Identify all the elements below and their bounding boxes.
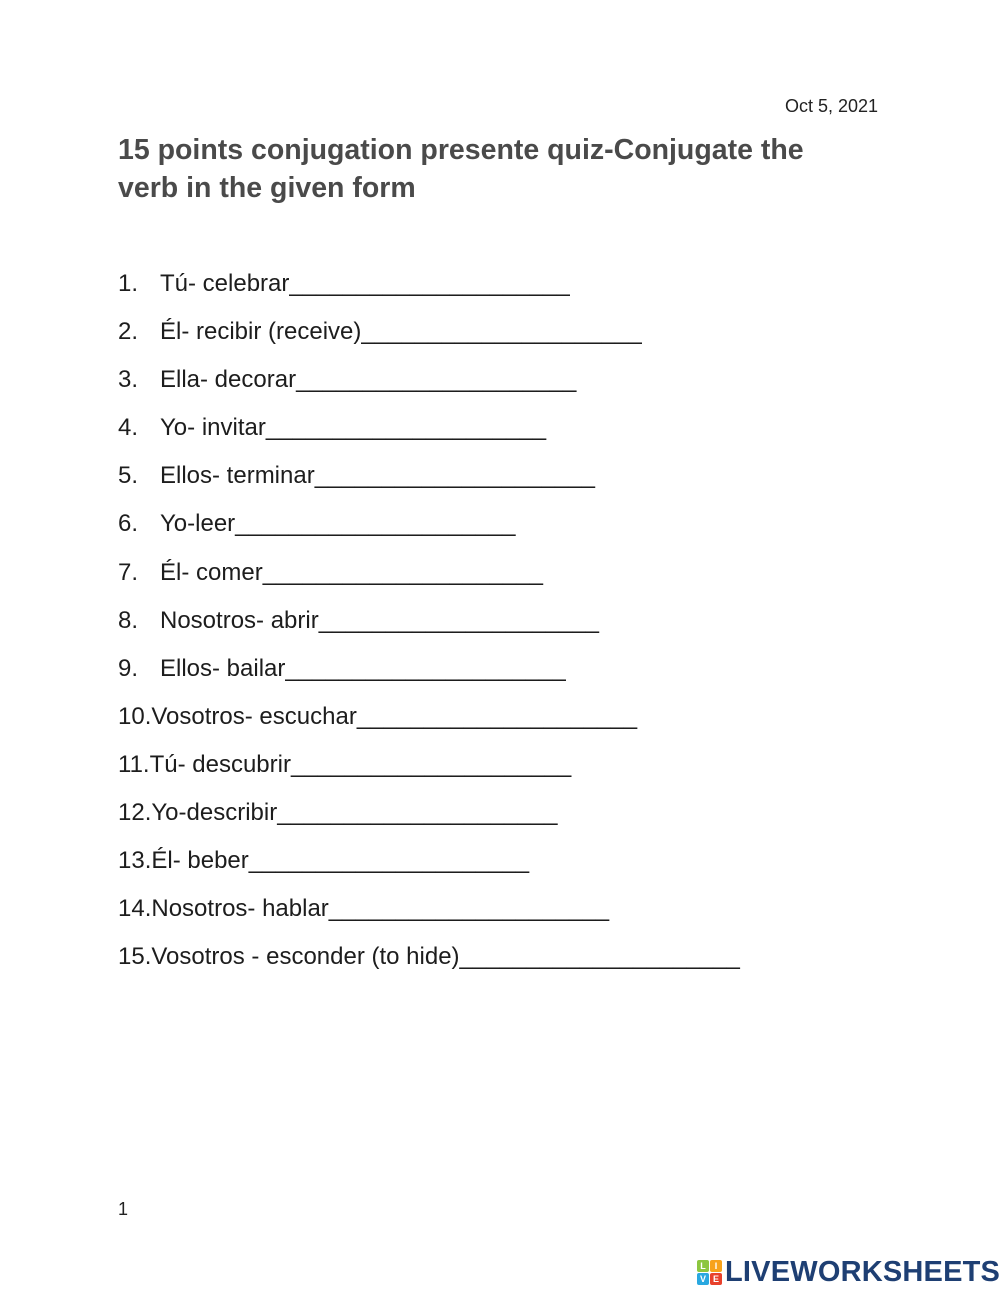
answer-blank[interactable]: _____________________ [290,750,572,778]
question-prompt: Vosotros - esconder (to hide) [151,943,460,971]
question-item [118,843,740,891]
question-prompt: Yo-describir [151,799,278,827]
live-tiles-icon [697,1260,722,1285]
question-number: 9. [118,654,139,682]
question-prompt: Él- recibir (receive) [160,318,362,346]
question-prompt: Él- beber [151,847,249,875]
question-item [118,795,740,843]
question-prompt: Tú- celebrar [160,270,290,297]
answer-blank[interactable]: _____________________ [262,558,543,586]
question-number: 2. [118,318,139,346]
answer-blank[interactable]: _____________________ [277,799,558,827]
question-item [118,555,740,603]
question-item [118,891,740,939]
question-number: 15. [118,943,152,971]
question-item [118,410,740,458]
answer-blank[interactable]: _____________________ [296,366,577,394]
logo-tile: V [697,1273,709,1285]
question-number: 3. [118,366,139,394]
answer-blank[interactable]: _____________________ [318,606,600,634]
answer-blank[interactable]: _____________________ [459,943,740,971]
answer-blank[interactable]: _____________________ [356,702,638,730]
answer-blank[interactable]: _____________________ [328,895,610,923]
question-number: 5. [118,462,139,490]
question-item [118,506,740,554]
document-date: Oct 5, 2021 [784,96,878,116]
page-number: 1 [118,1199,129,1219]
question-number: 10. [118,702,152,730]
question-number: 11. [118,750,150,778]
question-item [118,314,740,362]
question-prompt: Ellos- bailar [160,654,286,682]
question-prompt: Él- comer [160,558,263,586]
logo-tile: E [710,1273,722,1285]
logo-tile: I [710,1260,722,1272]
question-number: 14. [118,895,152,923]
logo-text: LIVEWORKSHEETS [725,1256,1000,1288]
logo-tile: L [697,1260,709,1272]
question-number: 8. [118,606,139,634]
question-item [118,603,740,651]
question-prompt: Ellos- terminar [160,462,315,490]
answer-blank[interactable]: _____________________ [361,318,642,346]
question-item [118,747,740,795]
question-prompt: Tú- descubrir [149,750,291,778]
question-item [118,458,740,506]
question-number: 12. [118,799,152,827]
question-prompt: Ella- decorar [160,366,297,394]
question-prompt: Yo- invitar [160,414,266,442]
question-prompt: Nosotros- abrir [160,606,319,634]
answer-blank[interactable]: _____________________ [235,510,516,538]
question-prompt: Yo-leer [160,510,236,538]
question-number: 6. [118,510,139,538]
question-item [118,651,740,699]
question-item [118,699,740,747]
question-item [118,266,740,314]
question-item [118,939,740,987]
answer-blank[interactable]: _____________________ [248,847,530,875]
question-number: 13. [118,847,152,875]
answer-blank[interactable]: _____________________ [285,654,566,682]
page-title: 15 points conjugation presente quiz-Conjugate the verb in the given form [118,134,804,204]
liveworksheets-logo [697,1256,1000,1289]
answer-blank[interactable]: _____________________ [314,462,596,490]
question-prompt: Nosotros- hablar [151,895,329,923]
question-list [118,266,740,987]
question-number: 7. [118,558,139,586]
answer-blank[interactable]: _____________________ [265,414,547,442]
question-item [118,362,740,410]
question-number: 1. [118,270,139,297]
answer-blank[interactable]: _____________________ [289,270,570,297]
question-prompt: Vosotros- escuchar [151,702,357,730]
question-number: 4. [118,414,139,442]
